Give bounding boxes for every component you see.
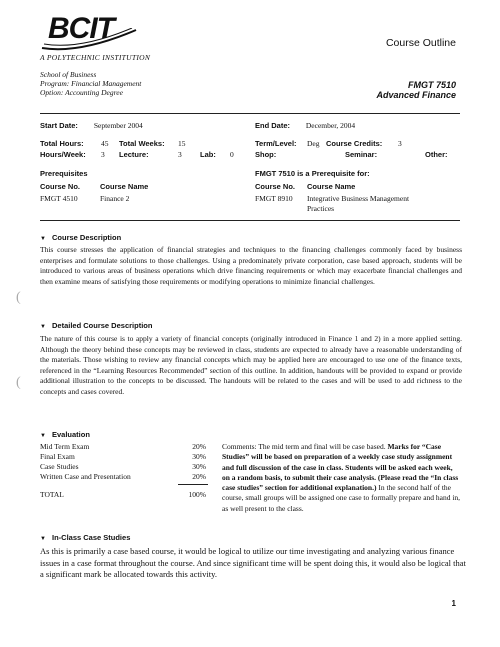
eval-pct: 30% xyxy=(192,452,206,461)
eval-row xyxy=(40,462,79,472)
prereq-for-title xyxy=(255,169,370,179)
eval-pct: 30% xyxy=(192,462,206,471)
eval-pct: 20% xyxy=(192,442,206,451)
tagline: A POLYTECHNIC INSTITUTION xyxy=(40,53,151,62)
eval-row xyxy=(40,452,75,462)
total-rule xyxy=(178,484,208,485)
evaluation-heading-text: Evaluation xyxy=(52,430,90,439)
other-label xyxy=(425,150,448,160)
chevron-down-icon: ▼ xyxy=(40,536,46,542)
term-label xyxy=(255,139,297,149)
shop-label xyxy=(255,150,276,160)
course-description-text: This course stresses the application of financial strategies and techniques to the financing challenges commonly faced by business enterprises and formulate solutions to those challenges. Using a predominately private corporation, case based approach, students will be introduced to various areas of business operations which drive financing requirements or which may exacerbate financial challenges and then examine means of satisfying those requirements or modifying operations to minimize financial challenges. xyxy=(40,245,462,286)
course-description-heading-text: Course Description xyxy=(52,233,122,242)
total-weeks: 15 xyxy=(178,139,186,148)
start-date: September 2004 xyxy=(93,121,143,130)
detailed-description-heading-text: Detailed Course Description xyxy=(52,321,153,330)
seminar-label xyxy=(345,150,377,160)
detailed-description-heading[interactable] xyxy=(40,321,152,330)
prereq-for-course-name-1: Integrative Business Management xyxy=(307,194,410,203)
in-class-heading[interactable] xyxy=(40,533,130,542)
eval-total-pct: 100% xyxy=(188,490,206,499)
prereq-course-name-label-text: Course Name xyxy=(100,182,149,191)
prereq-for-course-no-label xyxy=(255,182,295,192)
prereq-for-course-name-2: Practices xyxy=(307,204,335,213)
term-label-text: Term/Level: xyxy=(255,139,297,148)
comments-tail: In the second half of the course, small groups will be assigned one case to formally prepare and hand in, as well present to the class. xyxy=(222,483,461,513)
course-description-heading[interactable] xyxy=(40,233,121,242)
page-number: 1 xyxy=(451,599,456,608)
prereq-for-course-name-label xyxy=(307,182,355,192)
chevron-down-icon: ▼ xyxy=(40,236,46,242)
eval-label: Mid Term Exam xyxy=(40,442,90,451)
eval-row xyxy=(40,442,89,452)
doc-title: Course Outline xyxy=(385,37,456,49)
term-value: Deg xyxy=(307,139,320,148)
eval-row xyxy=(40,472,131,482)
prereq-for-title-text: FMGT 7510 is a Prerequisite for: xyxy=(255,169,370,178)
shop-label-text: Shop: xyxy=(255,150,277,159)
hours-week-label xyxy=(40,150,86,160)
seminar-label-text: Seminar: xyxy=(345,150,378,159)
comments-lead: Comments: The mid term and final will be case based. xyxy=(222,442,386,451)
program-name: Program: Financial Management xyxy=(40,79,142,88)
comments-bold: Marks for “Case Studies” will be based on preparation of a weekly case study assignment and full discussion of the case in class. Students will be asked each week, on a random basis, to submit their case analysis. (Please read the “In class case studies” section for additional explanation.) xyxy=(222,442,459,493)
end-date-label: End Date: xyxy=(255,121,291,130)
lecture-label xyxy=(119,150,149,160)
prereq-for-course-name-label-text: Course Name xyxy=(307,182,356,191)
in-class-heading-text: In-Class Case Studies xyxy=(52,533,131,542)
margin-mark: ( xyxy=(16,375,21,390)
prereq-course-no-label-text: Course No. xyxy=(40,182,81,191)
prereq-title-text: Prerequisites xyxy=(40,169,88,178)
school-info xyxy=(40,70,141,97)
eval-total-label: TOTAL xyxy=(40,490,64,499)
logo-swoosh-icon xyxy=(40,28,140,52)
prereq-for-course-no-label-text: Course No. xyxy=(255,182,296,191)
eval-label: Case Studies xyxy=(40,462,79,471)
total-hours: 45 xyxy=(101,139,109,148)
total-weeks-label xyxy=(119,139,165,149)
lab-label-text: Lab: xyxy=(200,150,216,159)
evaluation-heading[interactable] xyxy=(40,430,90,439)
other-label-text: Other: xyxy=(425,150,448,159)
course-id xyxy=(376,80,456,100)
prereq-title xyxy=(40,169,88,179)
bcit-logo: BCIT xyxy=(48,12,114,45)
prereq-for-course-no: FMGT 8910 xyxy=(255,194,293,203)
start-date-row xyxy=(40,121,143,131)
lab-label xyxy=(200,150,216,160)
lecture-label-text: Lecture: xyxy=(119,150,149,159)
credits-label-text: Course Credits: xyxy=(326,139,383,148)
detailed-description-text: The nature of this course is to apply a variety of financial concepts (originally introduced in Finance 1 and 2) in a more applied setting. Although the theory behind these concepts may be reviewed in class, students are expected to already have a reasonable understanding of the materials. Those wishing to review any financial concepts which may be applied here are encouraged to use one of the finance texts, referenced in the “Learning Resources Recommended” section of this outline. In addition, handouts will be provided to expand or provide additional illustration to the concepts to be discussed. The handouts will be related to the cases and will be used to add richness to the concepts and cases covered. xyxy=(40,334,462,396)
eval-label: Written Case and Presentation xyxy=(40,472,131,481)
in-class-text: As this is primarily a case based course, it would be logical to utilize our time investigating and analyzing various finance issues in a case format throughout the course. And since significant time will be spent doing this, it would also be logical that a significant mark be allocated towards this activity. xyxy=(40,546,466,579)
total-hours-label xyxy=(40,139,84,149)
chevron-down-icon: ▼ xyxy=(40,324,46,330)
evaluation-comments xyxy=(222,442,462,514)
prereq-course-name: Finance 2 xyxy=(100,194,130,203)
option-name: Option: Accounting Degree xyxy=(40,88,123,97)
prereq-course-name-label xyxy=(100,182,148,192)
course-code: FMGT 7510 xyxy=(407,80,456,90)
prereq-course-no-label xyxy=(40,182,80,192)
eval-label: Final Exam xyxy=(40,452,75,461)
lecture-value: 3 xyxy=(178,150,182,159)
chevron-down-icon: ▼ xyxy=(40,433,46,439)
course-name: Advanced Finance xyxy=(376,90,456,100)
credits-value: 3 xyxy=(398,139,402,148)
start-date-label: Start Date: xyxy=(40,121,78,130)
total-weeks-label-text: Total Weeks: xyxy=(119,139,165,148)
end-date: December, 2004 xyxy=(305,121,356,130)
hours-week: 3 xyxy=(101,150,105,159)
lab-value: 0 xyxy=(230,150,234,159)
total-hours-label-text: Total Hours: xyxy=(40,139,84,148)
credits-label xyxy=(326,139,382,149)
prereq-course-no: FMGT 4510 xyxy=(40,194,78,203)
divider xyxy=(40,113,460,114)
divider xyxy=(40,220,460,221)
eval-pct: 20% xyxy=(192,472,206,481)
margin-mark: ( xyxy=(16,290,21,305)
hours-week-label-text: Hours/Week: xyxy=(40,150,86,159)
school-name: School of Business xyxy=(40,70,97,79)
end-date-row xyxy=(255,121,355,131)
